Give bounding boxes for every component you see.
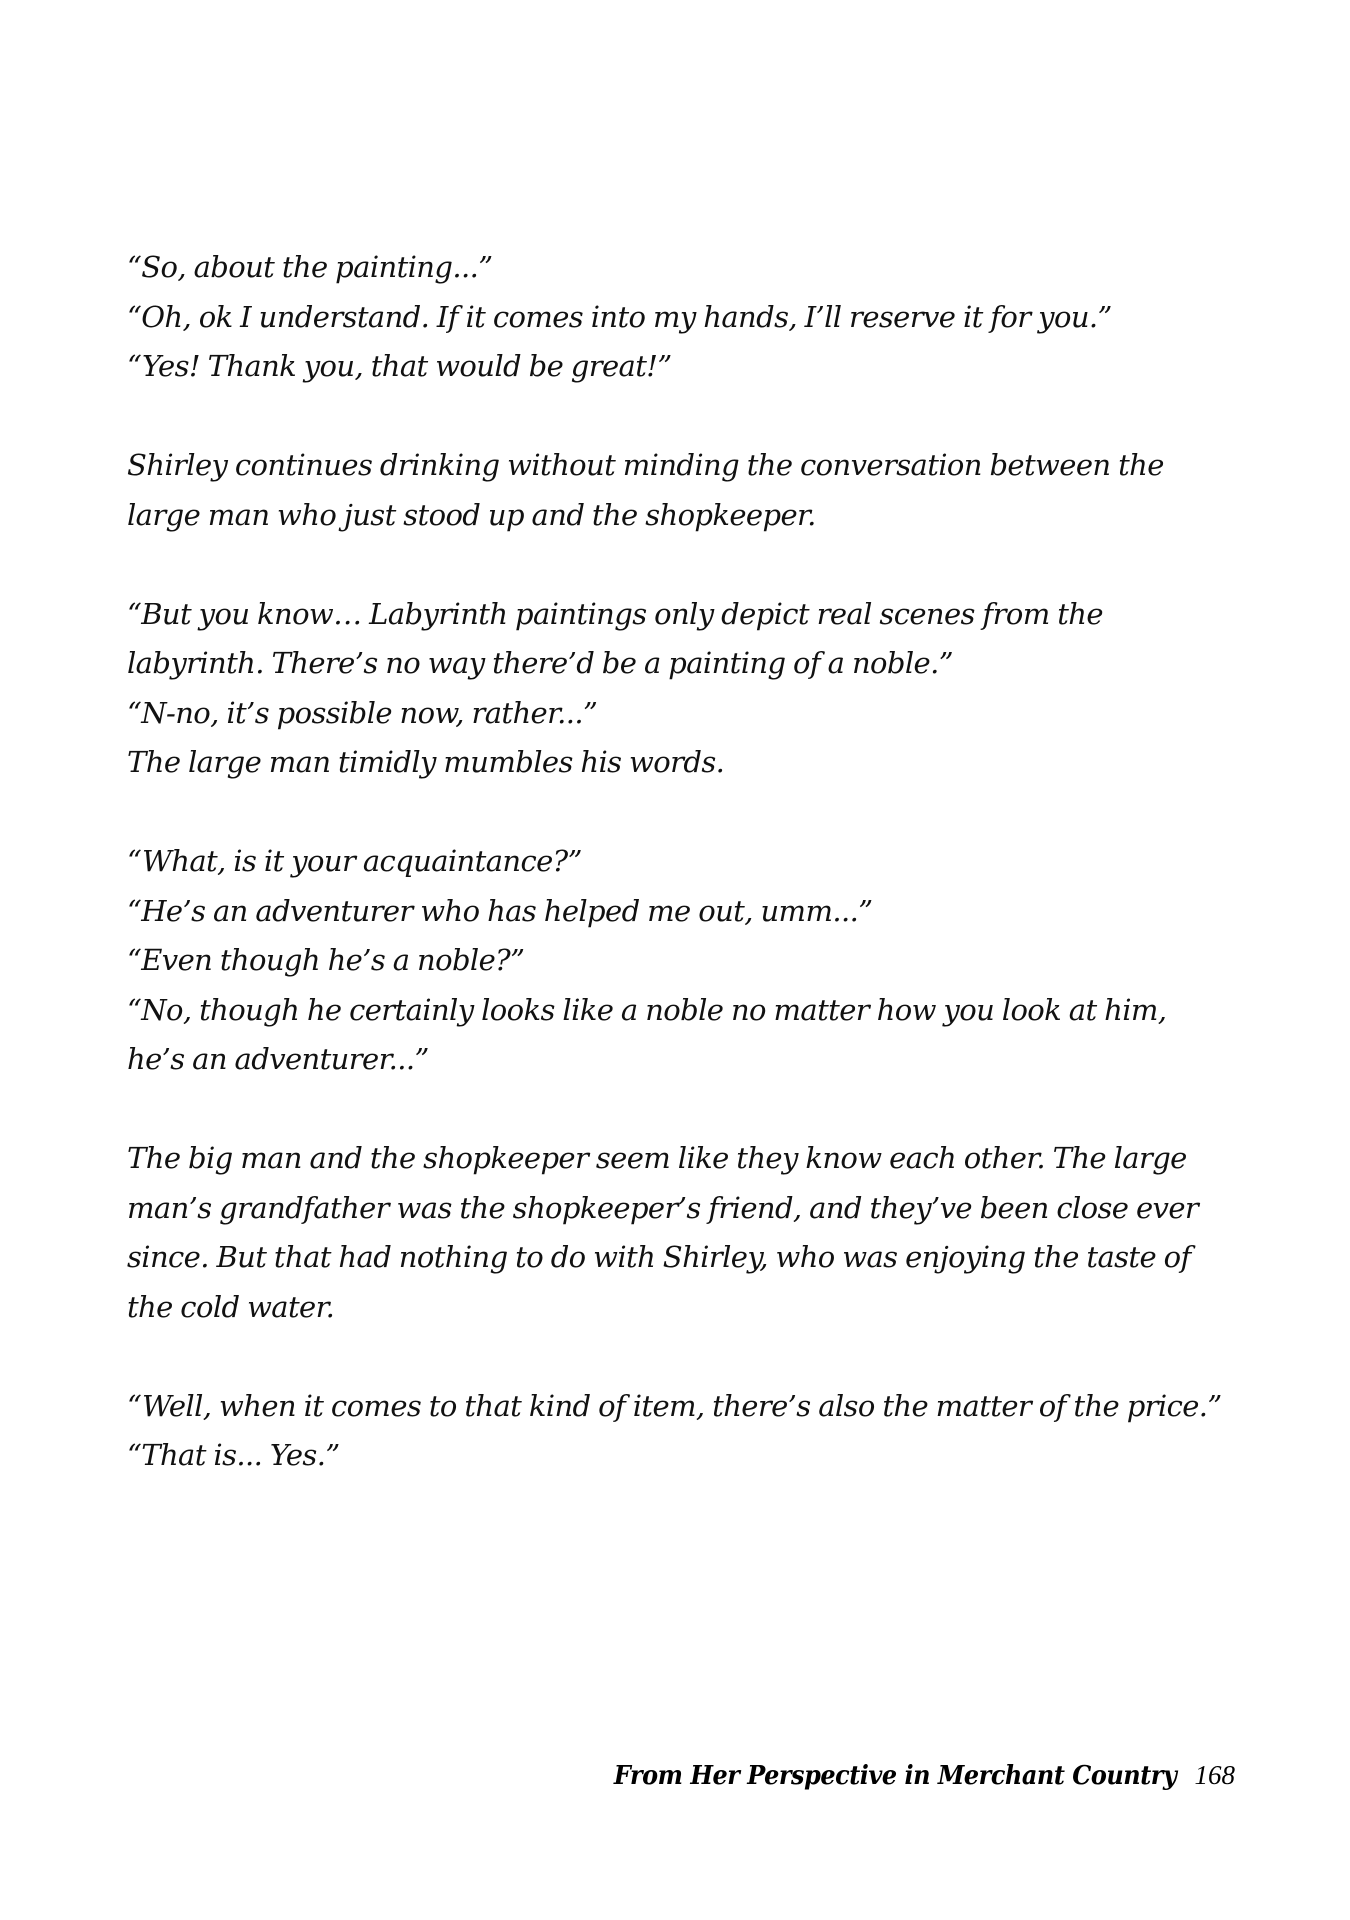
text-line: Shirley continues drinking without minding the conversation between the [127,448,1164,482]
text-line: labyrinth. There’s no way there’d be a painting of a noble.” [127,646,953,680]
text-line: “That is... Yes.” [127,1438,340,1472]
page-number: 168 [1194,1760,1235,1790]
text-line: The big man and the shopkeeper seem like they know each other. The large [127,1141,1187,1175]
text-line: “What, is it your acquaintance?” [127,844,582,878]
text-line: since. But that had nothing to do with Shirley, who was enjoying the taste of [127,1240,1191,1274]
text-line: “N-no, it’s possible now, rather...” [127,695,598,730]
text-line: large man who just stood up and the shopkeeper. [127,497,816,532]
text-line: “Even though he’s a noble?” [127,943,525,977]
text-line: “He’s an adventurer who has helped me out, umm...” [127,893,873,928]
paragraph-4 [127,837,1237,1085]
text-line: The large man timidly mumbles his words. [127,745,725,779]
text-line: “Well, when it comes to that kind of item, there’s also the matter of the price.” [127,1388,1222,1423]
text-line: “No, though he certainly looks like a noble no matter how you look at him, [127,992,1167,1027]
text-line: “So, about the painting...” [127,250,493,284]
book-title: From Her Perspective in Merchant Country [614,1761,1177,1791]
page-footer [565,1760,1235,1791]
text-line: “Oh, ok I understand. If it comes into my hands, I’ll reserve it for you.” [127,299,1112,334]
text-line: the cold water. [127,1289,335,1324]
page-body [127,243,1237,1530]
text-line: he’s an adventurer...” [127,1042,429,1076]
paragraph-5 [127,1134,1237,1332]
text-line: “Yes! Thank you, that would be great!” [127,349,672,383]
text-line: man’s grandfather was the shopkeeper’s friend, and they’ve been close ever [127,1190,1199,1225]
paragraph-2 [127,441,1237,540]
paragraph-1 [127,243,1237,392]
text-line: “But you know… Labyrinth paintings only depict real scenes from the [127,596,1103,631]
paragraph-6 [127,1382,1237,1481]
paragraph-3 [127,590,1237,788]
